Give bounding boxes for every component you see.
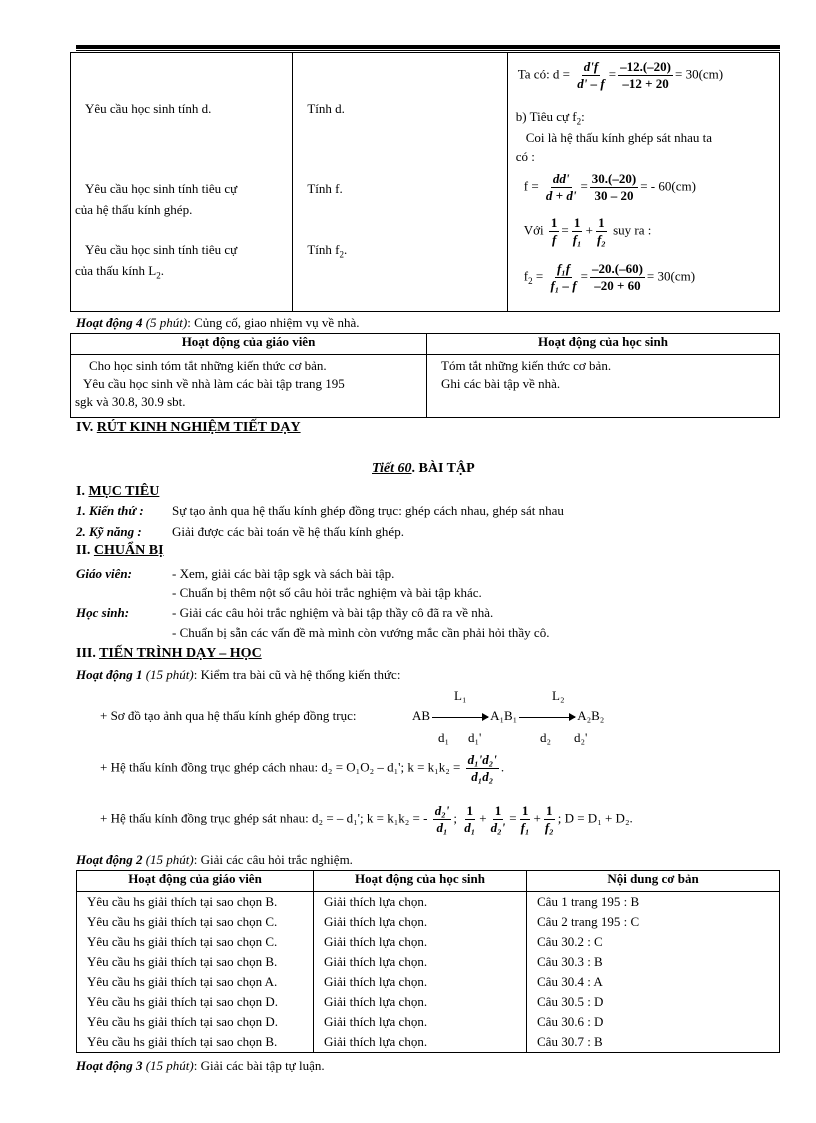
teacher-act-2: Yêu cầu học sinh về nhà làm các bài tập trang 195	[83, 376, 345, 391]
activity-2-heading: Hoạt động 2 (15 phút): Giải các câu hỏi trắc nghiệm.	[76, 852, 353, 867]
quiz-answer-cell: Câu 30.4 : A	[527, 972, 780, 992]
d1-label: d₁	[438, 730, 450, 745]
student-act-2: Ghi các bài tập về nhà.	[441, 376, 561, 391]
skill-label: 2. Kỹ năng :	[76, 524, 142, 539]
quiz-student-cell: Giải thích lựa chọn.	[314, 992, 527, 1012]
teacher-req-f-2: của hệ thấu kính ghép.	[75, 202, 193, 217]
eq-relation: Với $\frac{1}{f}$ = $\frac{1}{\text{f₁}}$ + $\frac{1}{\text{f₂}}$ suy ra :	[523, 215, 652, 247]
eq-d: Ta có: d = $\frac{d'f}{d' - f}$ = $\frac{-12.(-20)}{-12 + 20}$ = 30(cm)	[517, 59, 724, 91]
teacher-req-f2-1: Yêu cầu học sinh tính tiêu cự	[85, 242, 238, 257]
lesson-title: Tiết 60. BÀI TẬP	[372, 461, 475, 476]
student-prep-label: Học sinh:	[76, 605, 130, 620]
lens-2-label: L₂	[552, 688, 565, 703]
d2p-label: d₂'	[574, 730, 588, 745]
quiz-teacher-cell: Yêu cầu hs giải thích tại sao chọn C.	[77, 932, 314, 952]
combined-note-2: có :	[515, 149, 535, 164]
quiz-student-cell: Giải thích lựa chọn.	[314, 1032, 527, 1053]
arrow-1-icon	[432, 717, 488, 718]
section-i-heading: I. MỤC TIÊU	[76, 484, 160, 499]
table-row	[77, 1012, 780, 1032]
quiz-header-content: Nội dung cơ bản	[527, 871, 780, 892]
quiz-student-cell: Giải thích lựa chọn.	[314, 1012, 527, 1032]
activity-4-heading: Hoạt động 4 (5 phút): Củng cố, giao nhiệm vụ về nhà.	[76, 315, 360, 330]
table-row	[77, 892, 780, 913]
content-column	[507, 53, 779, 312]
quiz-header-student: Hoạt động của học sinh	[314, 871, 527, 892]
teacher-prep-1: - Xem, giải các bài tập sgk và sách bài tập.	[172, 566, 395, 581]
solution-table	[70, 52, 780, 312]
quiz-student-cell: Giải thích lựa chọn.	[314, 952, 527, 972]
student-calc-f: Tính f.	[307, 181, 343, 196]
quiz-answer-cell: Câu 30.6 : D	[527, 1012, 780, 1032]
table-row	[77, 932, 780, 952]
section-iv-heading: IV. RÚT KINH NGHIỆM TIẾT DẠY	[76, 420, 301, 435]
arrow-2-icon	[519, 717, 575, 718]
teacher-act-1: Cho học sinh tóm tắt những kiến thức cơ bản.	[89, 358, 327, 373]
quiz-student-cell: Giải thích lựa chọn.	[314, 892, 527, 913]
section-iii-heading: III. TIẾN TRÌNH DẠY – HỌC	[76, 646, 262, 661]
teacher-act-3: sgk và 30.8, 30.9 sbt.	[75, 394, 186, 409]
table-row	[77, 972, 780, 992]
quiz-answer-cell: Câu 30.7 : B	[527, 1032, 780, 1053]
eq-f: f = $\frac{dd'}{d + d'}$ = $\frac{30.(-20)}{30 - 20}$ = - 60(cm)	[523, 171, 696, 203]
quiz-student-cell: Giải thích lựa chọn.	[314, 912, 527, 932]
combined-note-1: Coi là hệ thấu kính ghép sát nhau ta	[525, 130, 713, 145]
quiz-answer-cell: Câu 1 trang 195 : B	[527, 892, 780, 913]
quiz-answer-cell: Câu 30.3 : B	[527, 952, 780, 972]
teacher-prep-2: - Chuẩn bị thêm nột số câu hỏi trắc nghiệm và bài tập khác.	[172, 585, 482, 600]
quiz-header-teacher: Hoạt động của giáo viên	[77, 871, 314, 892]
teacher-column	[71, 53, 293, 312]
student-activities	[427, 355, 780, 418]
quiz-teacher-cell: Yêu cầu hs giải thích tại sao chọn D.	[77, 992, 314, 1012]
quiz-table	[76, 870, 780, 1053]
d1p-label: d₁'	[468, 730, 482, 745]
student-prep-2: - Chuẩn bị sẵn các vấn đề mà mình còn vướng mắc cần phải hỏi thầy cô.	[172, 625, 550, 640]
teacher-req-d: Yêu cầu học sinh tính d.	[85, 101, 212, 116]
student-act-1: Tóm tắt những kiến thức cơ bản.	[441, 358, 612, 373]
student-calc-f2: Tính $f_2$.	[307, 242, 348, 260]
student-header: Hoạt động của học sinh	[427, 334, 780, 355]
quiz-answer-cell: Câu 30.2 : C	[527, 932, 780, 952]
quiz-teacher-cell: Yêu cầu hs giải thích tại sao chọn A.	[77, 972, 314, 992]
teacher-req-f2-2: của thấu kính $L_2$.	[75, 263, 164, 281]
imaging-chain: AB A₁B₁ A₂B₂	[412, 708, 605, 723]
contact-system: + Hệ thấu kính đồng trục ghép sát nhau: d₂ = – d₁'; k = k₁k₂ = - $\frac{\text{d₂'}}{\text{d₁}}$ ; $\frac{1}{\text{d₁}}$ + $\frac{1}{\text{d₂'}}$ = $\frac{1}{\text{f₁}}$ + $\frac{1}{\text{f₂}}$ ; D = D₁ + D₂.	[100, 803, 633, 835]
eq-f2: $f_2$ = $\frac{\text{f₁f}}{\text{f₁ – f}}$ = $\frac{-20.(-60)}{-20 + 60}$ = 30(cm)	[523, 261, 696, 293]
quiz-teacher-cell: Yêu cầu hs giải thích tại sao chọn B.	[77, 1032, 314, 1053]
table-row	[77, 952, 780, 972]
imaging-diagram-text: + Sơ đồ tạo ảnh qua hệ thấu kính ghép đồng trục:	[100, 708, 357, 723]
section-ii-heading: II. CHUẨN BỊ	[76, 543, 164, 558]
table-row	[77, 1032, 780, 1053]
separated-system: + Hệ thấu kính đồng trục ghép cách nhau: d₂ = O₁O₂ – d₁'; k = k₁k₂ = $\frac{\text{d₁'d₂'}}{\text{d₁d₂}}$ .	[100, 752, 505, 784]
homework-table	[70, 333, 780, 418]
table-row	[77, 992, 780, 1012]
focal-title: b) Tiêu cự $f_2$:	[515, 109, 585, 127]
teacher-req-f-1: Yêu cầu học sinh tính tiêu cự	[85, 181, 238, 196]
quiz-answer-cell: Câu 30.5 : D	[527, 992, 780, 1012]
lens-1-label: L₁	[454, 688, 467, 703]
quiz-student-cell: Giải thích lựa chọn.	[314, 972, 527, 992]
activity-3-heading: Hoạt động 3 (15 phút): Giải các bài tập tự luận.	[76, 1058, 325, 1073]
student-prep-1: - Giải các câu hỏi trắc nghiệm và bài tập thầy cô đã ra về nhà.	[172, 605, 494, 620]
teacher-activities	[71, 355, 427, 418]
quiz-teacher-cell: Yêu cầu hs giải thích tại sao chọn B.	[77, 892, 314, 913]
quiz-teacher-cell: Yêu cầu hs giải thích tại sao chọn B.	[77, 952, 314, 972]
top-rule	[76, 45, 780, 49]
teacher-prep-label: Giáo viên:	[76, 566, 132, 581]
knowledge-label: 1. Kiến thứ :	[76, 503, 144, 518]
quiz-teacher-cell: Yêu cầu hs giải thích tại sao chọn D.	[77, 1012, 314, 1032]
skill-text: Giải được các bài toán về hệ thấu kính ghép.	[172, 524, 404, 539]
teacher-header: Hoạt động của giáo viên	[71, 334, 427, 355]
quiz-teacher-cell: Yêu cầu hs giải thích tại sao chọn C.	[77, 912, 314, 932]
knowledge-text: Sự tạo ảnh qua hệ thấu kính ghép đồng trục: ghép cách nhau, ghép sát nhau	[172, 503, 564, 518]
activity-1-heading: Hoạt động 1 (15 phút): Kiểm tra bài cũ và hệ thống kiến thức:	[76, 667, 401, 682]
top-rule-thin	[76, 50, 780, 51]
student-calc-d: Tính d.	[307, 101, 345, 116]
d2-label: d₂	[540, 730, 552, 745]
table-row	[77, 912, 780, 932]
student-column	[293, 53, 507, 312]
quiz-student-cell: Giải thích lựa chọn.	[314, 932, 527, 952]
quiz-answer-cell: Câu 2 trang 195 : C	[527, 912, 780, 932]
